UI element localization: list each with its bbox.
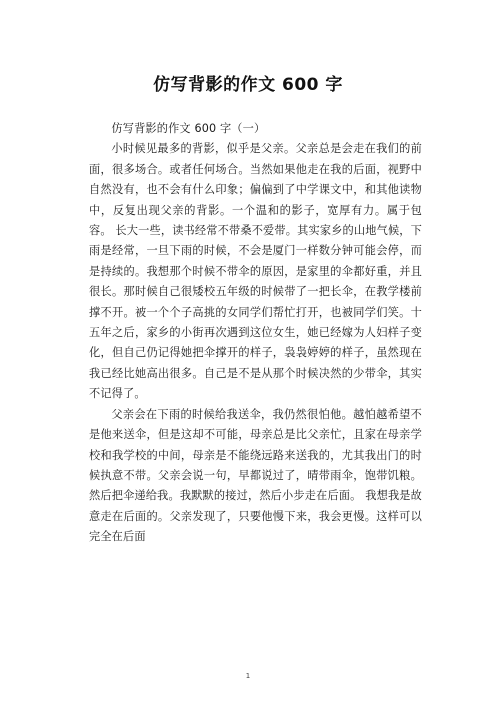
page-number: 1 [245,672,251,680]
document-subtitle: 仿写背影的作文 600 字（一） [111,122,266,135]
document-body [89,119,422,548]
document-title: 仿写背影的作文 600 字 [153,75,343,95]
paragraph: 父亲会在下雨的时候给我送伞，我仍然很怕他。越怕越希望不是他来送伞，但是这却不可能，母亲总是比父亲忙，且家在母亲学校和我学校的中间，母亲是不能绕远路来送我的，尤其我出门的时候执意不带。父亲会说一句，早都说过了，晴带雨伞，饱带饥粮。然后把伞递给我。我默默的接过，然后小步走在后面。 我想我是故意走在后面的。父亲发现了，只要他慢下来，我会更慢。这样可以完全在后面 [89,407,422,544]
paragraph: 小时候见最多的背影，似乎是父亲。父亲总是会走在我们的前面，很多场合。或者任何场合。当然如果他走在我的后面，视野中自然没有，也不会有什么印象；偏偏到了中学课文中，和其他读物中，反复出现父亲的背影。一个温和的影子，宽厚有力。属于包容。 长大一些，读书经常不带桑不爱带。其实家乡的山地气候，下雨是经常，一旦下雨的时候，不会是厦门一样数分钟可能会停，而是持续的。我想那个时候不带伞的原因，是家里的伞都好重，并且很长。那时候自己很矮校五年级的时候带了一把长伞，在教学楼前撑不开。被一个个子高挑的女同学们帮忙打开，也被同学们笑。十五年之后，家乡的小街再次遇到这位女生，她已经嫁为人妇样子变化，但自己仍记得她把伞撑开的样子，袅袅婷婷的样子，虽然现在我已经比她高出很多。自己是不是从那个时候决然的少带伞，其实不记得了。 [89,142,422,401]
